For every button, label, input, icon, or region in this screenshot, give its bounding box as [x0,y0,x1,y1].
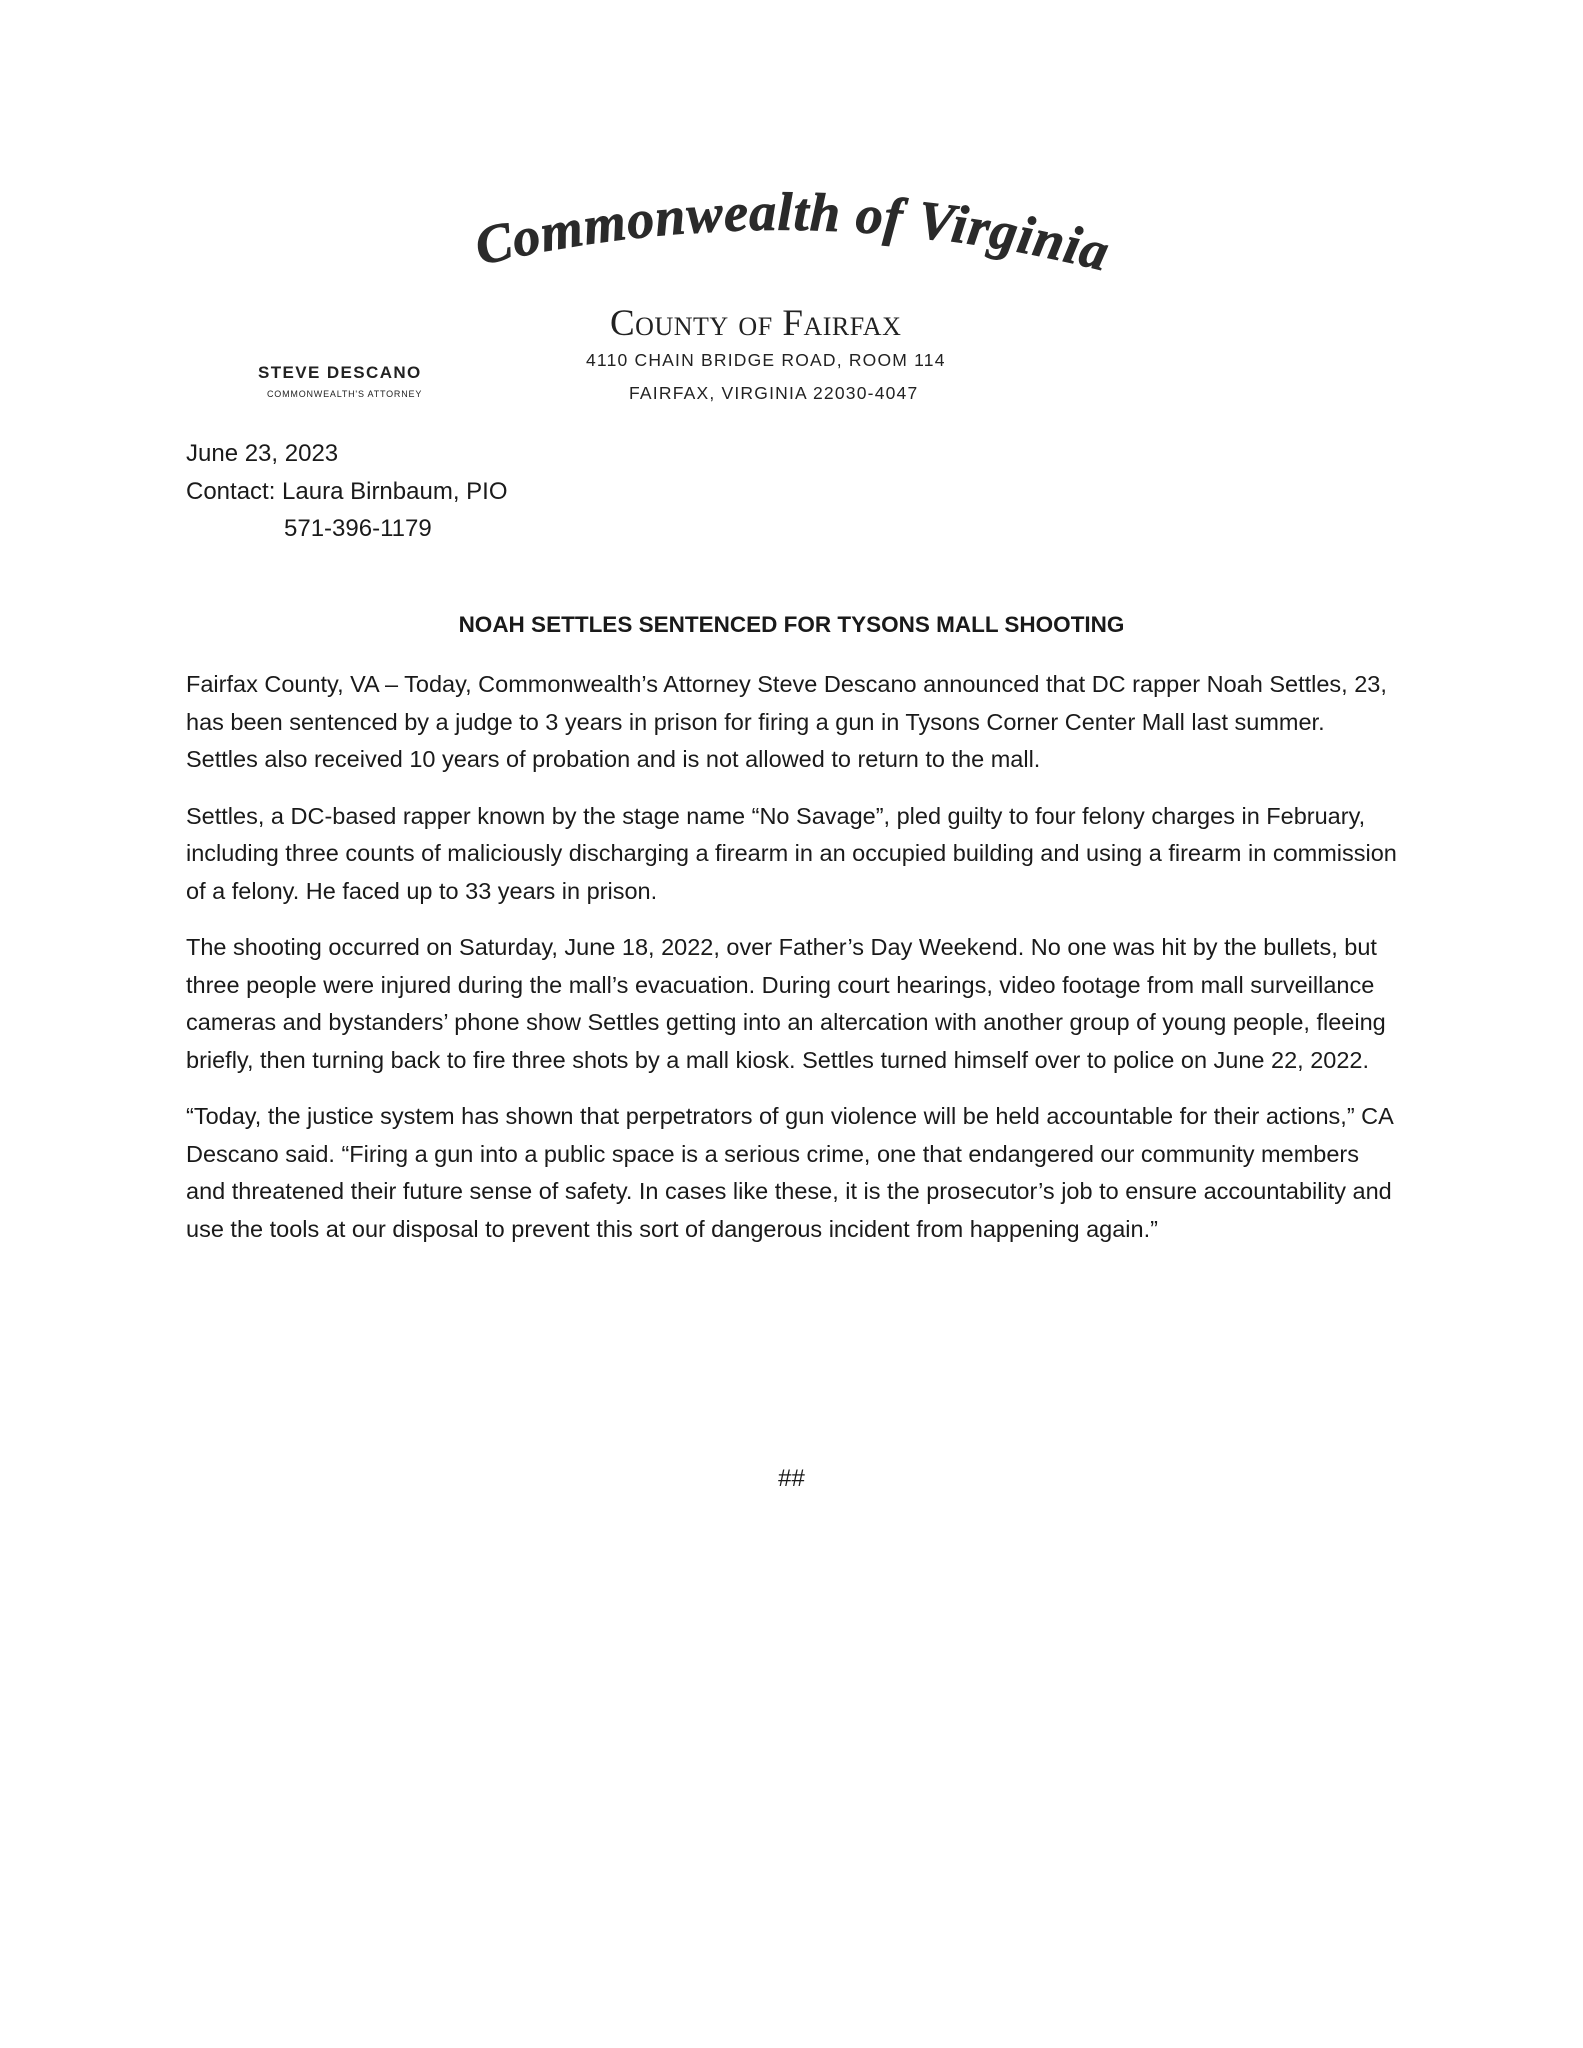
commonwealth-of-virginia-logo [470,180,1130,300]
address-line-2: FAIRFAX, VIRGINIA 22030-4047 [629,383,919,403]
contact-phone: 571-396-1179 [284,515,432,542]
attorney-name: STEVE DESCANO [258,363,422,382]
body-paragraph-4: “Today, the justice system has shown that perpetrators of gun violence will be held accountable for their actions,” CA Descano said. “Firing a gun into a public space is a serious crime, one that endangered our community members and threatened their future sense of safety. In cases like these, it is the prosecutor’s job to ensure accountability and use the tools at our disposal to prevent this sort of dangerous incident from happening again.” [186,1103,1393,1242]
release-body [186,666,1398,1267]
release-date: June 23, 2023 [186,440,339,467]
end-mark: ## [778,1465,805,1492]
release-contact: Contact: Laura Birnbaum, PIO [186,478,508,505]
release-headline: NOAH SETTLES SENTENCED FOR TYSONS MALL SHOOTING [458,612,1125,637]
county-name: County of Fairfax [610,303,902,344]
attorney-title: COMMONWEALTH'S ATTORNEY [267,389,423,399]
svg-text:Commonwealth of Virginia [470,182,1116,283]
body-paragraph-1: Fairfax County, VA – Today, Commonwealth’s Attorney Steve Descano announced that DC rapper Noah Settles, 23, has been sentenced by a judge to 3 years in prison for firing a gun in Tysons Corner Center Mall last summer. Settles also received 10 years of probation and is not allowed to return to the mall. [186,671,1387,772]
body-paragraph-3: The shooting occurred on Saturday, June 18, 2022, over Father’s Day Weekend. No one was hit by the bullets, but three people were injured during the mall’s evacuation. During court hearings, video footage from mall surveillance cameras and bystanders’ phone show Settles getting into an altercation with another group of young people, fleeing briefly, then turning back to fire three shots by a mall kiosk. Settles turned himself over to police on June 22, 2022. [186,934,1386,1073]
logo-text: Commonwealth of Virginia [470,181,1116,283]
body-paragraph-2: Settles, a DC-based rapper known by the stage name “No Savage”, pled guilty to four felony charges in February, including three counts of maliciously discharging a firearm in an occupied building and using a firearm in commission of a felony. He faced up to 33 years in prison. [186,802,1397,904]
address-line-1: 4110 CHAIN BRIDGE ROAD, ROOM 114 [586,350,946,370]
